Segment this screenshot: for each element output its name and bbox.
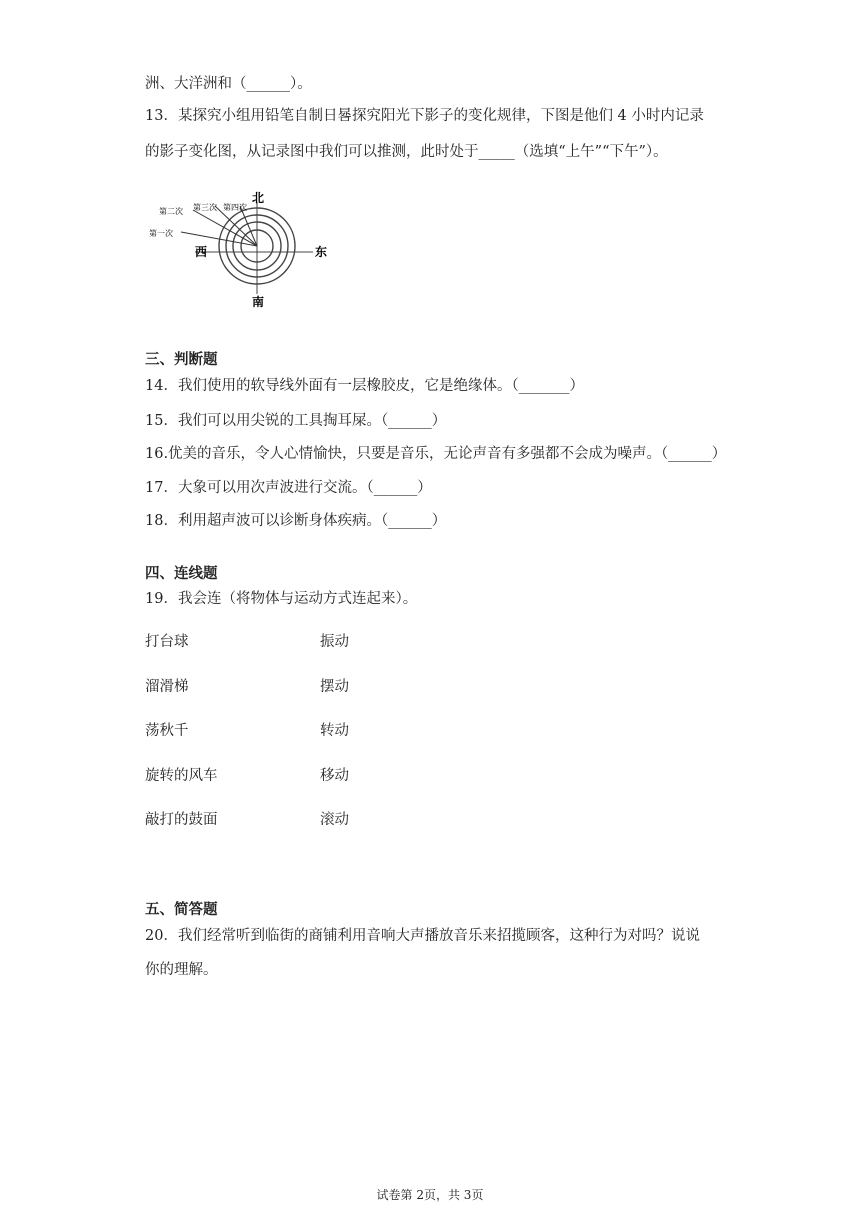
label-north: 北: [252, 191, 265, 205]
q20-line1: 20．我们经常听到临街的商铺利用音响大声播放音乐来招揽顾客，这种行为对吗？说说: [145, 928, 700, 944]
label-first: 第一次: [149, 229, 173, 238]
object-5: 敲打的鼓面: [145, 812, 218, 828]
label-east: 东: [315, 245, 328, 259]
q15: 15．我们可以用尖锐的工具掏耳屎。（______）: [145, 413, 447, 429]
q12-tail: 洲、大洋洲和（______）。: [145, 76, 312, 92]
page-footer: 试卷第 2页，共 3页: [376, 1188, 484, 1202]
object-3: 荡秋千: [145, 723, 189, 739]
motion-2: 摆动: [320, 679, 349, 695]
motion-5: 滚动: [320, 812, 349, 828]
sundial-shadow-diagram: [145, 186, 345, 311]
section4-title: 四、连线题: [145, 566, 218, 582]
label-second: 第二次: [159, 207, 183, 216]
section5-title: 五、简答题: [145, 902, 218, 918]
q18: 18．利用超声波可以诊断身体疾病。（______）: [145, 513, 447, 529]
q16: 16.优美的音乐，令人心情愉快，只要是音乐，无论声音有多强都不会成为噪声。（______）: [145, 446, 727, 462]
q17: 17．大象可以用次声波进行交流。（______）: [145, 480, 432, 496]
label-fourth: 第四次: [223, 203, 247, 212]
q14: 14．我们使用的软导线外面有一层橡胶皮，它是绝缘体。（_______）: [145, 378, 584, 394]
motion-4: 移动: [320, 768, 349, 784]
object-2: 溜滑梯: [145, 679, 189, 695]
motion-1: 振动: [320, 634, 349, 650]
q20-line2: 你的理解。: [145, 962, 218, 978]
section3-title: 三、判断题: [145, 352, 218, 368]
q13-line1: 13．某探究小组用铅笔自制日晷探究阳光下影子的变化规律，下图是他们 4 小时内记录: [145, 108, 704, 124]
motion-3: 转动: [320, 723, 349, 739]
label-west: 西: [195, 245, 208, 259]
label-south: 南: [252, 295, 265, 309]
label-third: 第三次: [193, 203, 217, 212]
q19: 19．我会连（将物体与运动方式连起来）。: [145, 591, 418, 607]
object-4: 旋转的风车: [145, 768, 218, 784]
q13-line2: 的影子变化图，从记录图中我们可以推测，此时处于_____（选填“上午”“下午”）。: [145, 144, 668, 160]
object-1: 打台球: [145, 634, 189, 650]
